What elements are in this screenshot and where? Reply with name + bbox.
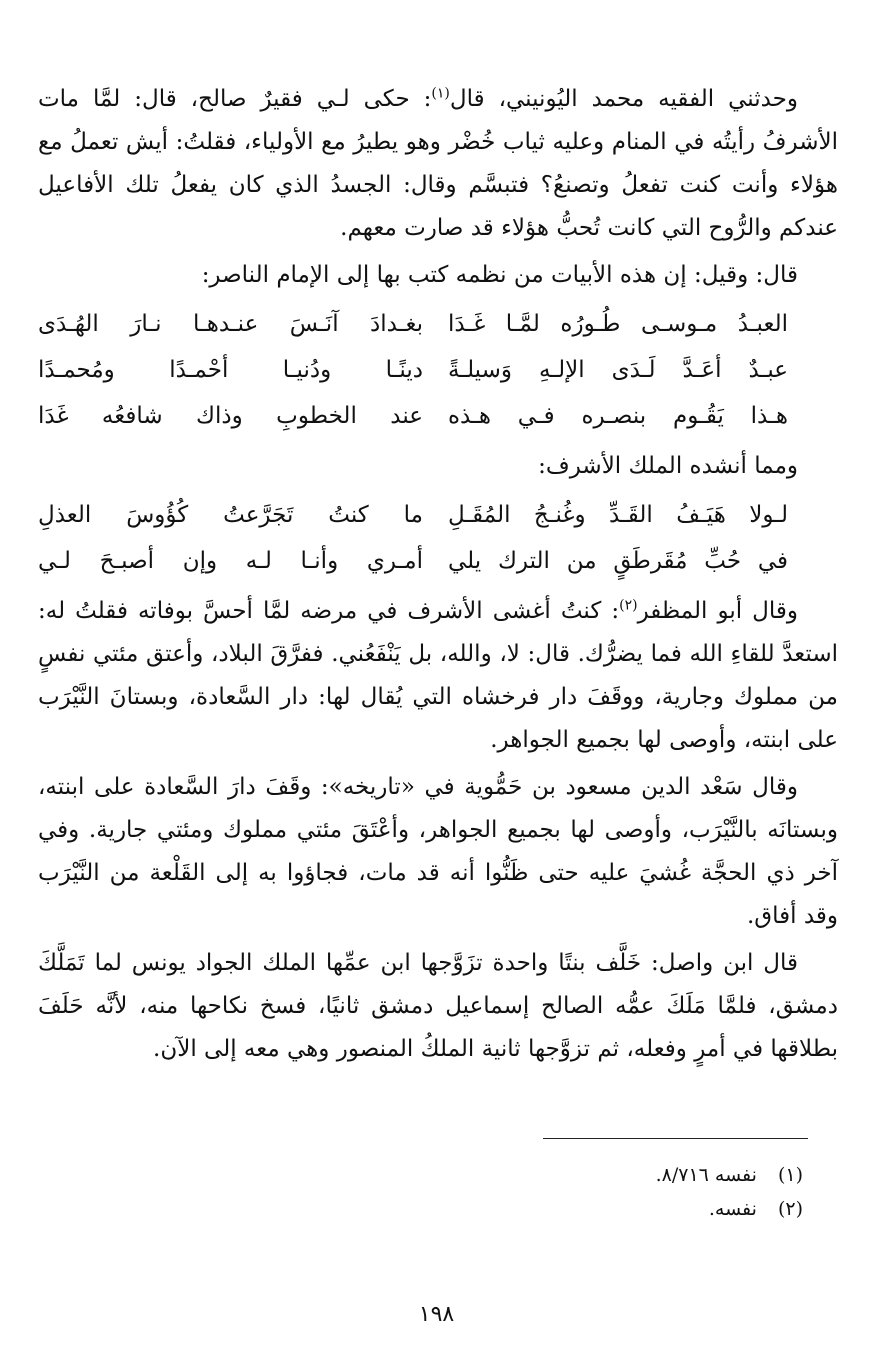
paragraph-4 (38, 590, 838, 762)
paragraph-4-start: وقال أبو المظفر (637, 598, 798, 624)
footnote-number: (٢) (777, 1198, 803, 1220)
paragraph-3: ومما أنشده الملك الأشرف: (538, 453, 798, 479)
paragraph-5: وقال سَعْد الدين مسعود بن حَمُّوية في «تاريخه»: وقَفَ دارَ السَّعادة على ابنته، وبستانَه بالنَّيْرَب، وأوصى لها بجميع الجواهر، وأعْتَقَ مئتي مملوك ومئتي جارية. وفي آخر ذي الحجَّة غُشيَ عليه حتى ظَنُّوا أنه قد مات، فجاؤوا به إلى القَلْعة من النَّيْرَب وقد أفاق. (38, 774, 838, 929)
verse-first-hemistich: في حُبِّ مُقَرطَقٍ من الترك يلي (448, 548, 788, 574)
verse-first-hemistich: هـذا يَقُـوم بنصـره فـي هـذه (448, 403, 788, 429)
footnote-text: نفسه. (708, 1198, 757, 1220)
verse-first-hemistich: عبـدٌ أعَـدَّ لَـدَى الإلـهِ وَسيلـةً (448, 357, 788, 383)
paragraph-1-start: وحدثني الفقيه محمد اليُونيني، قال (449, 86, 798, 112)
footnote-separator (543, 1138, 808, 1139)
verse-row (38, 347, 838, 393)
footnote-ref-2[interactable]: (٢) (619, 597, 638, 614)
verse-row (38, 301, 838, 347)
footnote-ref-1[interactable]: (١) (431, 85, 450, 102)
page-body (38, 78, 838, 1075)
poem-nasir (38, 301, 838, 439)
verse-first-hemistich: لـولا هَيَـفُ القَـدِّ وغُنـجُ المُقَـلِ (448, 502, 788, 528)
paragraph-4-rest: : كنتُ أغشى الأشرف في مرضه لمَّا أحسَّ بوفاته فقلتُ له: استعدَّ للقاءِ الله فما يضرُّك. قال: لا، والله، بل يَنْفَعُني. ففرَّقَ البلاد، وأعتق مئتي نفسٍ من مملوك وجارية، ووقَفَ دار فرخشاه التي يُقال لها: دار السَّعادة، وبستانَ النَّيْرَب على ابنته، وأوصى لها بجميع الجواهر. (38, 598, 838, 753)
paragraph-1-rest: : حكى لـي فقيرٌ صالح، قال: لمَّا مات الأشرفُ رأيتُه في المنام وعليه ثياب خُضْر وهو يطيرُ مع الأولياء، فقلتُ: أيش تعملُ مع هؤلاء وأنت كنت تفعلُ وتصنعُ؟ فتبسَّم وقال: الجسدُ الذي كان يفعلُ تلك الأفاعيل عندكم والرُّوح التي كانت تُحبُّ هؤلاء قد صارت معهم. (38, 86, 838, 241)
verse-row (38, 492, 838, 538)
verse-row (38, 538, 838, 584)
verse-second-hemistich: عند الخطوبِ وذاك شافعُه غَدَا (38, 403, 423, 429)
verse-second-hemistich: بغـدادَ آنَـسَ عنـدهـا نـارَ الهُـدَى (38, 311, 423, 337)
footnote-1 (403, 1158, 803, 1192)
verse-second-hemistich: دينًـا ودُنيـا أحْمـدًا ومُحمـدًا (38, 357, 423, 383)
footnote-2 (403, 1192, 803, 1226)
footnote-text: نفسه ٨/٧١٦. (655, 1164, 757, 1186)
verse-row (38, 393, 838, 439)
paragraph-6: قال ابن واصل: خَلَّف بنتًا واحدة تزَوَّجها ابن عمِّها الملك الجواد يونس لما تَمَلَّكَ دمشق، فلمَّا مَلَكَ عمُّه الصالح إسماعيل دمشق ثانيًا، فسخ نكاحها منه، لأنَّه حَلَفَ بطلاقها في أمرٍ وفعله، ثم تزوَّجها ثانية الملكُ المنصور وهي معه إلى الآن. (38, 950, 838, 1062)
page-number: ١٩٨ (418, 1302, 455, 1327)
verse-second-hemistich: ما كنتُ تَجَرَّعتُ كُؤُوسَ العذلِ (38, 502, 423, 528)
footnote-number: (١) (777, 1164, 803, 1186)
footnotes (403, 1158, 803, 1226)
poem-ashraf (38, 492, 838, 584)
paragraph-2: قال: وقيل: إن هذه الأبيات من نظمه كتب بها إلى الإمام الناصر: (201, 262, 798, 288)
paragraph-1 (38, 78, 838, 250)
verse-first-hemistich: العبـدُ مـوسـى طُـورُه لمَّـا غَـدَا (448, 311, 788, 337)
verse-second-hemistich: أمـري وأنـا لـه وإن أصبـحَ لـي (38, 548, 423, 574)
